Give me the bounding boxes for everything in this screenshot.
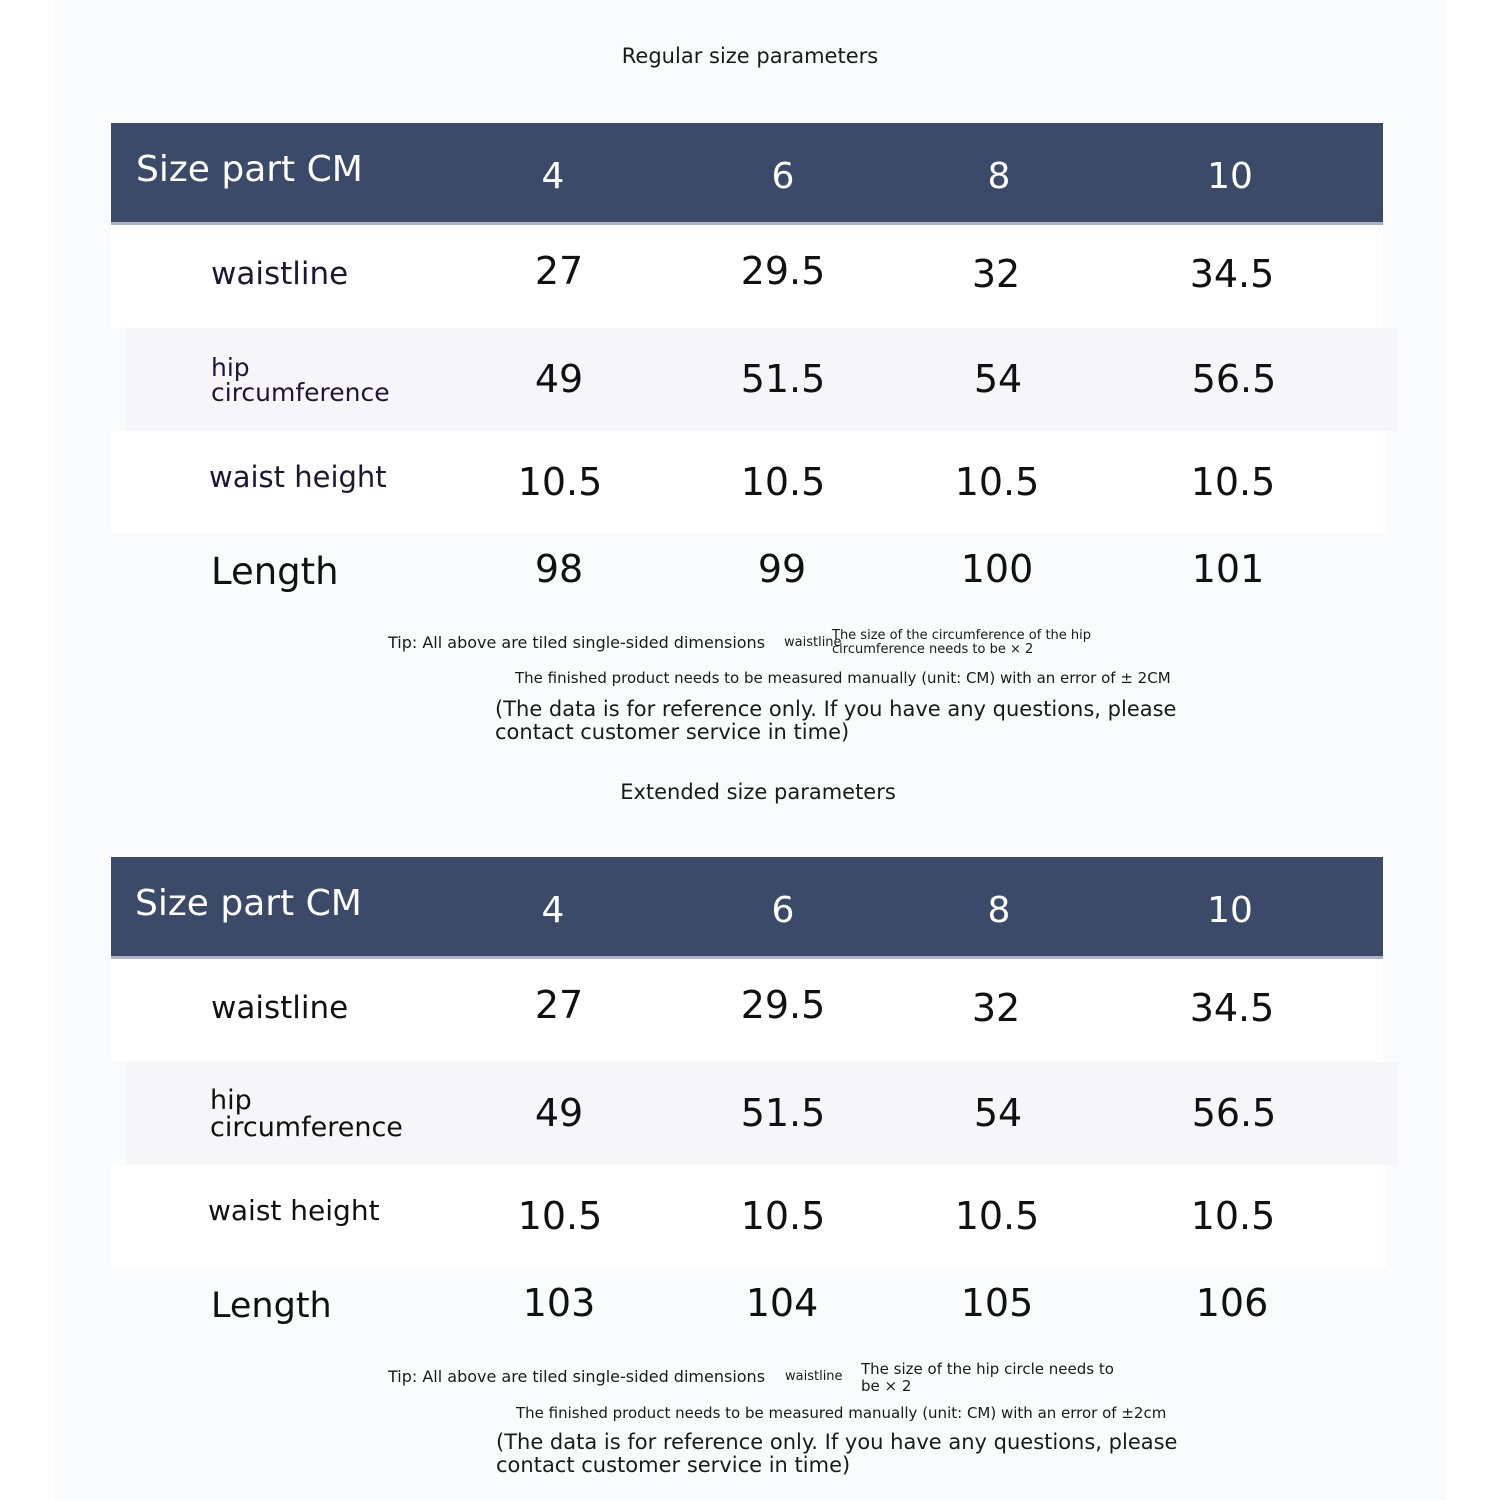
section-title: Extended size parameters: [620, 780, 896, 804]
table-cell: 27: [534, 983, 584, 1027]
header-size-8: 8: [987, 890, 1011, 931]
section-title: Regular size parameters: [621, 44, 879, 68]
tip-note: Tip: All above are tiled single-sided dimensions: [388, 633, 766, 652]
header-size-6: 6: [771, 156, 795, 197]
header-label: Size part CM: [135, 883, 362, 924]
table-row-hip-circumference: [126, 1062, 1398, 1165]
reference-note-line2: contact customer service in time): [495, 720, 850, 744]
table-cell: 99: [757, 547, 807, 591]
table-cell: 103: [522, 1281, 596, 1325]
table-cell: 10.5: [517, 460, 603, 504]
header-size-10: 10: [1207, 890, 1253, 931]
reference-note-line1: (The data is for reference only. If you have any questions, please: [495, 697, 1177, 721]
table-cell: 10.5: [954, 460, 1040, 504]
table-cell: 34.5: [1189, 252, 1275, 296]
table-cell: 10.5: [954, 1194, 1040, 1238]
table-row-hip-circumference: [126, 328, 1398, 431]
table-cell: 10.5: [1190, 460, 1276, 504]
table-header: [111, 123, 1383, 225]
hip-note-line1: The size of the circumference of the hip: [832, 628, 1092, 643]
table-cell: 98: [534, 547, 584, 591]
table-cell: 105: [960, 1281, 1034, 1325]
table-cell: 29.5: [740, 249, 826, 293]
hip-note-line2: circumference needs to be × 2: [832, 642, 1034, 657]
row-label: Length: [211, 550, 339, 593]
table-cell: 104: [745, 1281, 819, 1325]
table-cell: 100: [960, 547, 1034, 591]
table-cell: 29.5: [740, 983, 826, 1027]
table-header: [111, 857, 1383, 959]
table-cell: 56.5: [1191, 1091, 1277, 1135]
row-label: [210, 1062, 450, 1165]
row-label: Length: [211, 1285, 332, 1326]
waistline-note: waistline: [784, 635, 842, 650]
table-cell: 10.5: [740, 1194, 826, 1238]
row-label-line: circumference: [210, 1111, 403, 1143]
header-size-4: 4: [541, 156, 565, 197]
table-cell: 32: [971, 252, 1021, 296]
table-cell: 54: [973, 1091, 1023, 1135]
row-label: waistline: [211, 989, 349, 1026]
hip-note-line1: The size of the hip circle needs to: [861, 1360, 1114, 1378]
table-cell: 34.5: [1189, 986, 1275, 1030]
table-cell: 106: [1195, 1281, 1269, 1325]
header-size-10: 10: [1207, 156, 1253, 197]
table-cell: 101: [1191, 547, 1265, 591]
measure-note: The finished product needs to be measured manually (unit: CM) with an error of ± 2CM: [515, 669, 1171, 687]
row-label: [211, 328, 431, 431]
table-cell: 54: [973, 357, 1023, 401]
hip-note-line2: be × 2: [861, 1377, 912, 1395]
table-cell: 10.5: [1190, 1194, 1276, 1238]
table-cell: 32: [971, 986, 1021, 1030]
row-label: waist height: [208, 1194, 380, 1227]
row-label-line: hip: [211, 352, 250, 382]
reference-note-line1: (The data is for reference only. If you have any questions, please: [496, 1430, 1178, 1454]
table-row-length: [111, 518, 1383, 621]
table-cell: 10.5: [740, 460, 826, 504]
table-cell: 51.5: [740, 357, 826, 401]
row-label: waist height: [209, 459, 387, 494]
waistline-note: waistline: [785, 1369, 843, 1384]
header-size-6: 6: [771, 890, 795, 931]
row-label: waistline: [211, 255, 349, 292]
table-row-waistline: [111, 225, 1383, 328]
header-size-4: 4: [541, 890, 565, 931]
reference-note-line2: contact customer service in time): [496, 1453, 851, 1477]
table-cell: 51.5: [740, 1091, 826, 1135]
header-size-8: 8: [987, 156, 1011, 197]
table-cell: 10.5: [517, 1194, 603, 1238]
table-row-waistline: [111, 959, 1383, 1062]
row-label-line: circumference: [211, 377, 390, 407]
table-cell: 56.5: [1191, 357, 1277, 401]
table-row-length: [111, 1252, 1383, 1355]
row-label-line: hip: [210, 1084, 252, 1116]
table-cell: 49: [534, 357, 584, 401]
header-label: Size part CM: [136, 149, 363, 190]
measure-note: The finished product needs to be measured manually (unit: CM) with an error of ±2cm: [516, 1404, 1167, 1422]
table-cell: 49: [534, 1091, 584, 1135]
tip-note: Tip: All above are tiled single-sided dimensions: [388, 1367, 766, 1386]
table-cell: 27: [534, 249, 584, 293]
